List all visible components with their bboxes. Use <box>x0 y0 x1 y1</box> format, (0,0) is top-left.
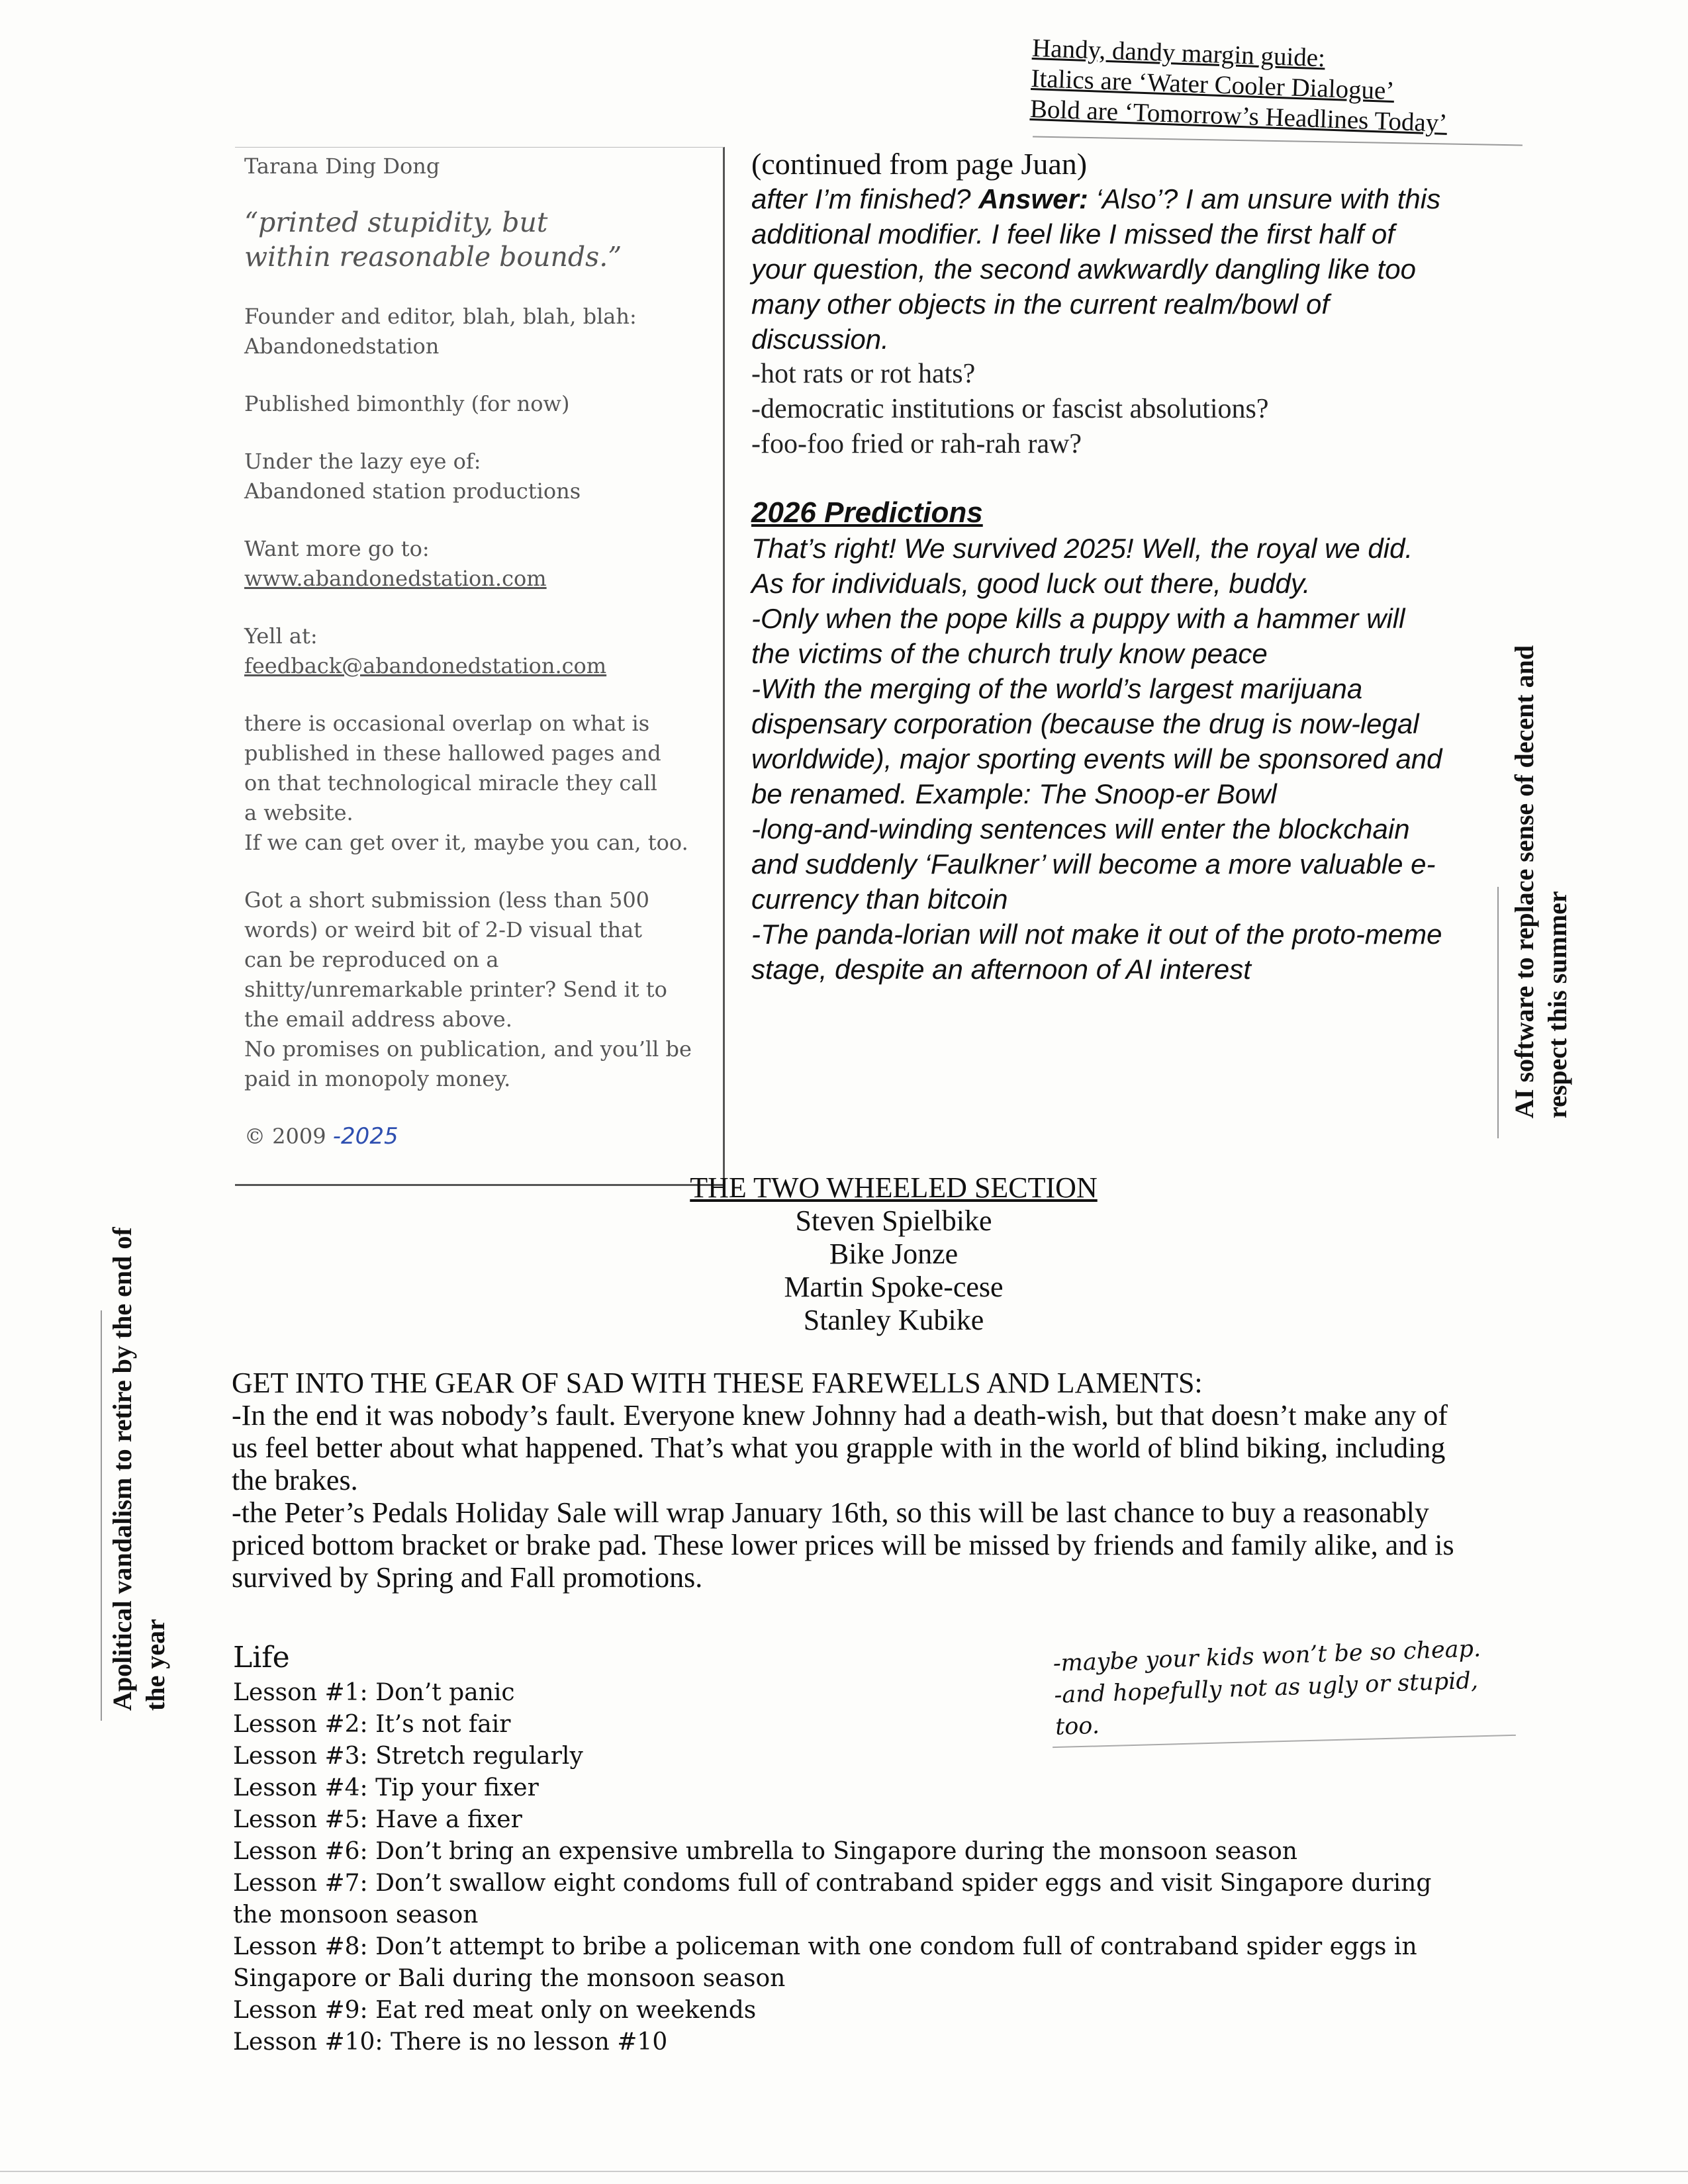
left-margin-line1: Apolitical vandalism to retire by the end of <box>107 1227 137 1711</box>
right-margin-line1: AI software to replace sense of decent and <box>1509 645 1539 1118</box>
two-wheeled-name: Steven Spielbike <box>795 1205 992 1237</box>
margin-guide-italics: Italics are ‘Water Cooler Dialogue’ <box>1030 64 1395 106</box>
submission-line: shitty/unremarkable printer? Send it to <box>244 977 667 1002</box>
margin-guide-bold: Bold are ‘Tomorrow’s Headlines Today’ <box>1029 94 1448 138</box>
left-margin-line2: the year <box>140 1619 170 1711</box>
submission-line: Got a short submission (less than 500 <box>244 887 650 913</box>
masthead-name: Tarana Ding Dong <box>244 154 440 179</box>
two-wheeled-title: THE TWO WHEELED SECTION <box>690 1171 1098 1204</box>
right-margin-headline <box>1508 645 1574 1118</box>
life-note-line2: -and hopefully not as ugly or stupid, too. <box>1053 1667 1479 1741</box>
page-bottom-rule <box>0 2171 1688 2172</box>
copyright <box>244 1122 710 1152</box>
overlap-line: there is occasional overlap on what is <box>244 711 650 736</box>
farewell-item: -the Peter’s Pedals Holiday Sale will wrap January 16th, so this will be last chance to buy a reasonably priced bottom bracket or brake pad. These lower prices will be missed by friends and family alike, and is survived by Spring and Fall promotions. <box>232 1496 1454 1594</box>
submission-line: the email address above. <box>244 1007 512 1032</box>
lazy-eye-line1: Under the lazy eye of: <box>244 449 481 474</box>
masthead-quote-line1: “printed stupidity, but <box>244 206 548 238</box>
answer-lead: after I’m finished? <box>751 183 979 214</box>
farewells-section <box>232 1367 1456 1594</box>
answer-label: Answer: <box>978 183 1088 214</box>
right-column <box>751 147 1446 987</box>
lesson-item: Lesson #1: Don’t panic <box>233 1679 515 1706</box>
lesson-item: Lesson #7: Don’t swallow eight condoms full of contraband spider eggs and visit Singapore during the monsoon season <box>233 1870 1432 1929</box>
submission-paragraph <box>244 886 710 1094</box>
overlap-line: If we can get over it, maybe you can, too. <box>244 830 688 855</box>
lesson-item: Lesson #9: Eat red meat only on weekends <box>233 1997 757 2024</box>
overlap-line: on that technological miracle they call <box>244 770 657 796</box>
life-title: Life <box>233 1641 290 1674</box>
prediction-item: -The panda-lorian will not make it out of the proto-meme stage, despite an afternoon of AI interest <box>751 919 1442 985</box>
two-wheeled-name: Martin Spoke-cese <box>784 1271 1004 1303</box>
lesson-item: Lesson #3: Stretch regularly <box>233 1743 583 1770</box>
option-item: -foo-foo fried or rah-rah raw? <box>751 429 1082 459</box>
lesson-item: Lesson #2: It’s not fair <box>233 1711 511 1738</box>
answer-text: ‘Also’? I am unsure with this additional modifier. I feel like I missed the first half of your question, the second awkwardly dangling like too many other objects in the current realm/bowl of discussion. <box>751 183 1441 355</box>
prediction-item: -Only when the pope kills a puppy with a hammer will the victims of the church truly know peace <box>751 603 1405 669</box>
farewells-heading: GET INTO THE GEAR OF SAD WITH THESE FAREWELLS AND LAMENTS: <box>232 1367 1203 1399</box>
email-link[interactable]: feedback@abandonedstation.com <box>244 653 607 678</box>
overlap-line: a website. <box>244 800 353 825</box>
submission-line: paid in monopoly money. <box>244 1066 511 1091</box>
lesson-item: Lesson #10: There is no lesson #10 <box>233 2028 668 2056</box>
prediction-item: -long-and-winding sentences will enter the blockchain and suddenly ‘Faulkner’ will become a more valuable e-currency than bitcoin <box>751 813 1436 915</box>
farewell-item: -In the end it was nobody’s fault. Everyone knew Johnny had a death-wish, but that doesn’t make any of us feel better about what happened. That’s what you grapple with in the world of blind biking, including the brakes. <box>232 1399 1448 1496</box>
life-side-note <box>1053 1632 1519 1743</box>
masthead-quote-line2: within reasonable bounds.” <box>244 241 622 273</box>
lazy-eye-line2: Abandoned station productions <box>244 478 581 504</box>
more-label: Want more go to: <box>244 536 430 561</box>
life-note-line1: -maybe your kids won’t be so cheap. <box>1053 1635 1481 1677</box>
margin-guide-title: Handy, dandy margin guide: <box>1031 33 1326 73</box>
website-link[interactable]: www.abandonedstation.com <box>244 566 547 591</box>
copyright-handwritten-year: -2025 <box>332 1123 399 1150</box>
overlap-line: published in these hallowed pages and <box>244 741 661 766</box>
masthead-box <box>235 147 725 1186</box>
submission-line: No promises on publication, and you’ll be <box>244 1036 692 1062</box>
lesson-item: Lesson #6: Don’t bring an expensive umbrella to Singapore during the monsoon season <box>233 1838 1297 1865</box>
yell-label: Yell at: <box>244 623 318 649</box>
option-item: -hot rats or rot hats? <box>751 359 976 389</box>
predictions-title: 2026 Predictions <box>751 496 983 529</box>
founder-line1: Founder and editor, blah, blah, blah: <box>244 304 637 329</box>
lesson-item: Lesson #8: Don’t attempt to bribe a policeman with one condom full of contraband spider eggs in Singapore or Bali during the monsoon season <box>233 1933 1417 1992</box>
founder-line2: Abandonedstation <box>244 334 440 359</box>
lesson-item: Lesson #5: Have a fixer <box>233 1806 522 1833</box>
submission-line: words) or weird bit of 2-D visual that <box>244 917 643 942</box>
overlap-paragraph <box>244 709 710 858</box>
margin-guide <box>1029 33 1509 141</box>
right-margin-line2: respect this summer <box>1542 891 1572 1118</box>
published-text: Published bimonthly (for now) <box>244 391 570 416</box>
prediction-item: That’s right! We survived 2025! Well, the royal we did. As for individuals, good luck out there, buddy. <box>751 533 1413 599</box>
submission-line: can be reproduced on a <box>244 947 499 972</box>
right-margin-rule <box>1497 887 1499 1138</box>
option-item: -democratic institutions or fascist absolutions? <box>751 394 1269 424</box>
prediction-item: -With the merging of the world’s largest marijuana dispensary corporation (because the drug is now-legal worldwide), major sporting events will be sponsored and be renamed. Example: The Snoop-er Bowl <box>751 673 1442 809</box>
left-margin-rule <box>101 1310 102 1721</box>
two-wheeled-name: Stanley Kubike <box>803 1304 984 1336</box>
left-margin-headline <box>106 1227 172 1711</box>
answer-paragraph <box>751 181 1446 357</box>
two-wheeled-section <box>662 1171 1125 1337</box>
lesson-item: Lesson #4: Tip your fixer <box>233 1774 539 1801</box>
two-wheeled-name: Bike Jonze <box>829 1238 959 1270</box>
copyright-text: © 2009 <box>244 1124 326 1149</box>
continued-note: (continued from page Juan) <box>751 147 1088 181</box>
